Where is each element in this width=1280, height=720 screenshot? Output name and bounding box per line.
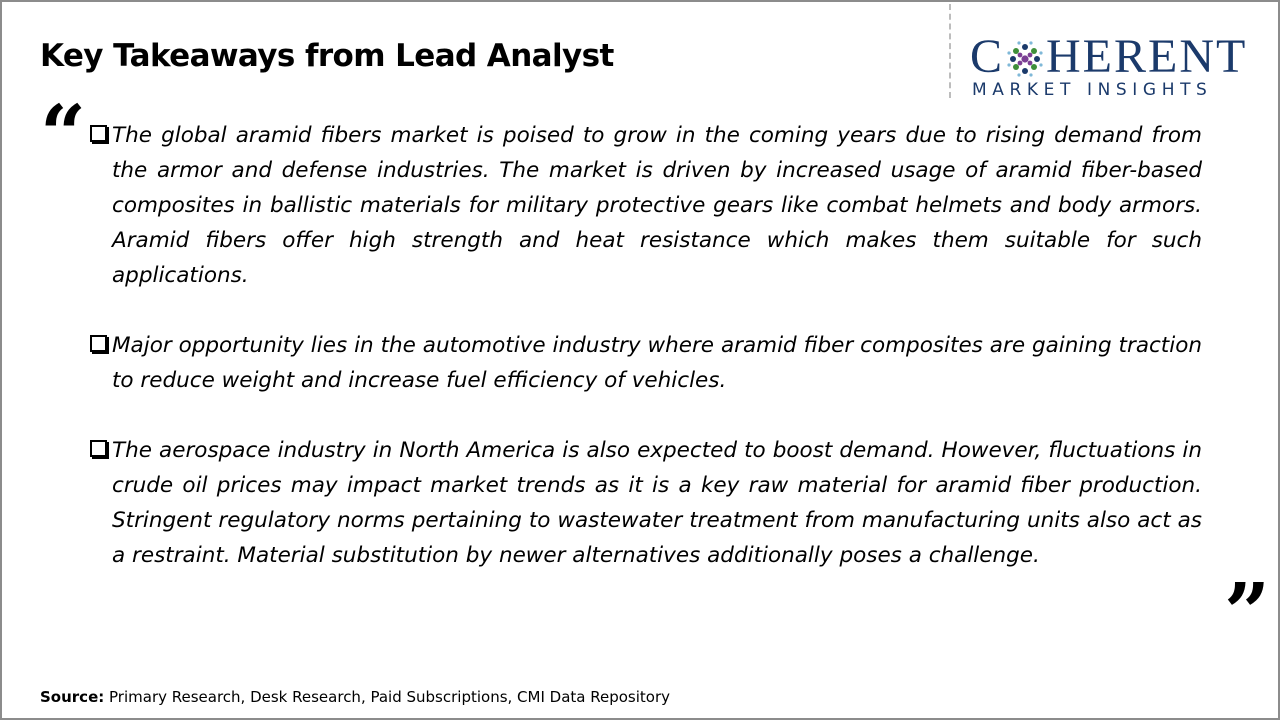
takeaway-item xyxy=(88,118,1202,293)
takeaway-list xyxy=(88,118,1202,608)
takeaway-item xyxy=(88,328,1202,398)
slide-title: Key Takeaways from Lead Analyst xyxy=(40,38,614,74)
dotted-globe-icon xyxy=(1005,37,1045,77)
takeaway-text: Major opportunity lies in the automotive industry where aramid fiber composites are gaining traction to reduce weight and increase fuel efficiency of vehicles. xyxy=(112,333,1202,393)
checkbox-bullet-icon xyxy=(90,125,107,142)
source-footnote xyxy=(40,688,670,706)
source-label: Source: xyxy=(40,688,105,706)
logo-subtitle: MARKET INSIGHTS xyxy=(972,80,1213,100)
checkbox-bullet-icon xyxy=(90,440,107,457)
takeaway-text: The global aramid fibers market is poised to grow in the coming years due to rising demand from the armor and defense industries. The market is driven by increased usage of aramid fiber-based composites in ballistic materials for military protective gears like combat helmets and body armors. Aramid fibers offer high strength and heat resistance which makes them suitable for such applications. xyxy=(112,123,1202,288)
open-quote-icon: “ xyxy=(40,87,87,181)
company-logo xyxy=(970,30,1262,102)
source-text: Primary Research, Desk Research, Paid Subscriptions, CMI Data Repository xyxy=(104,688,671,706)
close-quote-icon: ” xyxy=(1224,565,1271,659)
logo-divider xyxy=(949,4,951,98)
checkbox-bullet-icon xyxy=(90,335,107,352)
takeaway-text: The aerospace industry in North America is also expected to boost demand. However, fluctuations in crude oil prices may impact market trends as it is a key raw material for aramid fiber production. Stringent regulatory norms pertaining to wastewater treatment from manufacturing units also act as a restraint. Material substitution by newer alternatives additionally poses a challenge. xyxy=(112,438,1202,568)
takeaway-item xyxy=(88,433,1202,573)
logo-letters-herent: HERENT xyxy=(1046,30,1248,83)
logo-wordmark xyxy=(970,30,1247,84)
logo-letter-c: C xyxy=(970,30,1005,83)
